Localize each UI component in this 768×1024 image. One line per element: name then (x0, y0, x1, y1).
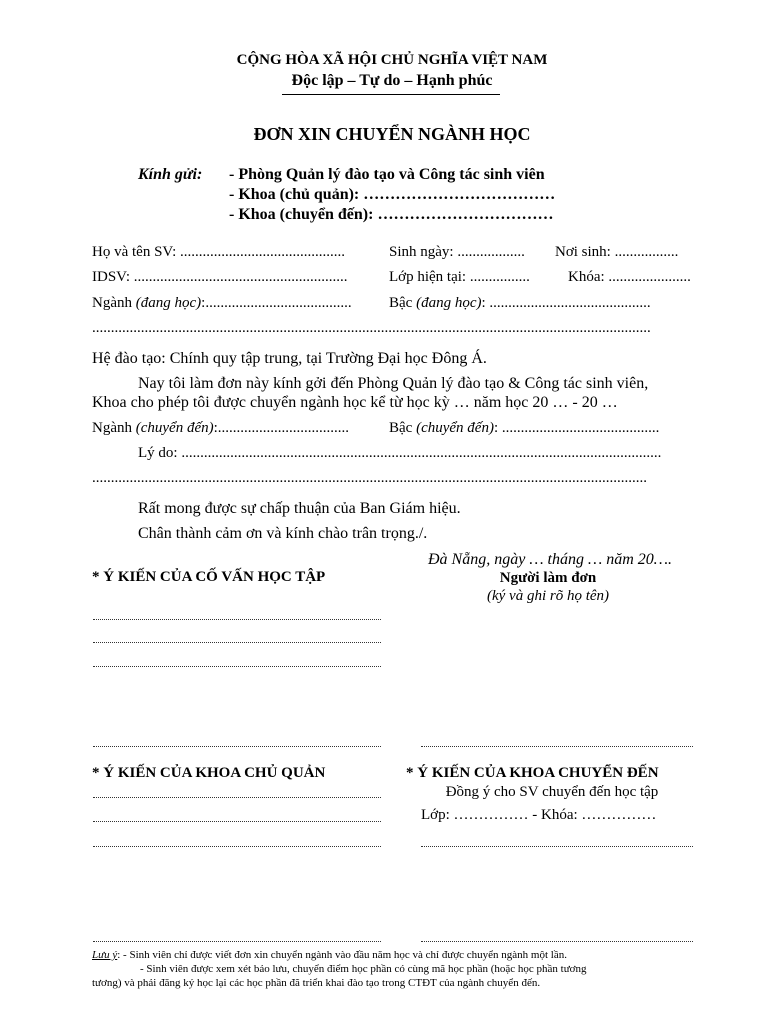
country-name: CỘNG HÒA XÃ HỘI CHỦ NGHĨA VIỆT NAM (236, 52, 548, 68)
student-id-field[interactable]: IDSV: ......................................................... (92, 269, 348, 285)
advisor-line-3[interactable] (93, 666, 381, 667)
closing-line-2: Chân thành cảm ơn và kính chào trân trọng./. (138, 525, 428, 542)
applicant-title: Người làm đơn (499, 570, 597, 586)
target-major-blank: :................................... (213, 420, 350, 436)
reason-field[interactable]: Lý do: ................................................................................................................................ (138, 445, 662, 461)
request-line-2: Khoa cho phép tôi được chuyển ngành học kể từ học kỳ … năm học 20 … - 20 … (92, 394, 618, 411)
motto-underline (282, 94, 500, 95)
current-level-note: (đang học) (416, 295, 482, 311)
extra-info-line[interactable]: ..................................................................................................................................................... (92, 320, 651, 336)
recipient-line-3: - Khoa (chuyển đến): …………………………… (229, 206, 554, 223)
current-class-field[interactable]: Lớp hiện tại: ................ (389, 269, 530, 285)
target-faculty-signature-line[interactable] (421, 941, 693, 942)
applicant-signature-line[interactable] (421, 746, 693, 747)
target-level-note: (chuyển đến) (416, 420, 494, 436)
target-faculty-agree: Đồng ý cho SV chuyển đến học tập (445, 784, 659, 800)
recipient-label: Kính gửi: (138, 166, 203, 183)
course-field[interactable]: Khóa: ...................... (568, 269, 691, 285)
target-major-label: Ngành (92, 420, 136, 436)
recipient-line-1: - Phòng Quản lý đào tạo và Công tác sinh viên (229, 166, 545, 183)
target-major-note: (chuyển đến) (135, 420, 214, 436)
place-date: Đà Nẵng, ngày … tháng … năm 20…. (427, 551, 673, 568)
target-level-label: Bậc (389, 420, 417, 436)
current-level-field[interactable] (389, 296, 651, 311)
recipient-line-2: - Khoa (chủ quản): ……………………………… (229, 186, 556, 203)
footnote-line-3: tương) và phải đăng ký học lại các học phần đã triển khai đào tạo trong CTĐT của ngành chuyển đến. (92, 977, 541, 989)
current-major-note: (đang học) (135, 295, 202, 311)
advisor-line-2[interactable] (93, 642, 381, 643)
advisor-opinion-heading: * Ý KIẾN CỦA CỐ VẤN HỌC TẬP (92, 569, 326, 585)
target-faculty-heading: * Ý KIẾN CỦA KHOA CHUYỂN ĐẾN (406, 765, 659, 781)
footnote-text-1: : - Sinh viên chỉ được viết đơn xin chuyển ngành vào đầu năm học và chỉ được chuyển ngành một lần. (117, 949, 567, 961)
target-level-field[interactable] (389, 421, 659, 436)
program-type: Hệ đào tạo: Chính quy tập trung, tại Trường Đại học Đông Á. (92, 350, 487, 367)
footnote-label: Lưu ý (92, 949, 118, 961)
footnote-line-2: - Sinh viên được xem xét bảo lưu, chuyển điểm học phần có cùng mã học phần (hoặc học phần tương (140, 963, 587, 975)
target-faculty-class-field[interactable]: Lớp: …………… - Khóa: …………… (421, 807, 657, 823)
reason-line-2[interactable]: .................................................................................................................................................... (92, 470, 647, 486)
current-level-blank: : ........................................... (481, 295, 651, 311)
current-major-blank: :....................................... (201, 295, 352, 311)
target-major-field[interactable] (92, 421, 349, 436)
footnote-line-1 (92, 950, 567, 961)
closing-line-1: Rất mong được sự chấp thuận của Ban Giám hiệu. (138, 500, 461, 517)
target-faculty-line[interactable] (421, 846, 693, 847)
advisor-signature-line[interactable] (93, 746, 381, 747)
current-level-label: Bậc (389, 295, 417, 311)
motto: Độc lập – Tự do – Hạnh phúc (291, 72, 493, 89)
current-major-field[interactable] (92, 296, 352, 311)
student-name-field[interactable]: Họ và tên SV: ............................................ (92, 244, 346, 260)
current-major-label: Ngành (92, 295, 136, 311)
advisor-line-1[interactable] (93, 619, 381, 620)
home-faculty-line-3[interactable] (93, 846, 381, 847)
target-level-blank: : .......................................... (493, 420, 660, 436)
home-faculty-line-2[interactable] (93, 821, 381, 822)
request-line-1: Nay tôi làm đơn này kính gởi đến Phòng Quản lý đào tạo & Công tác sinh viên, (138, 375, 649, 392)
home-faculty-line-1[interactable] (93, 797, 381, 798)
home-faculty-heading: * Ý KIẾN CỦA KHOA CHỦ QUẢN (92, 765, 326, 781)
signature-note: (ký và ghi rõ họ tên) (486, 588, 610, 604)
home-faculty-signature-line[interactable] (93, 941, 381, 942)
birth-place-field[interactable]: Nơi sinh: ................. (555, 244, 679, 260)
birth-date-field[interactable]: Sinh ngày: .................. (389, 244, 525, 260)
page-title: ĐƠN XIN CHUYỂN NGÀNH HỌC (253, 124, 531, 144)
